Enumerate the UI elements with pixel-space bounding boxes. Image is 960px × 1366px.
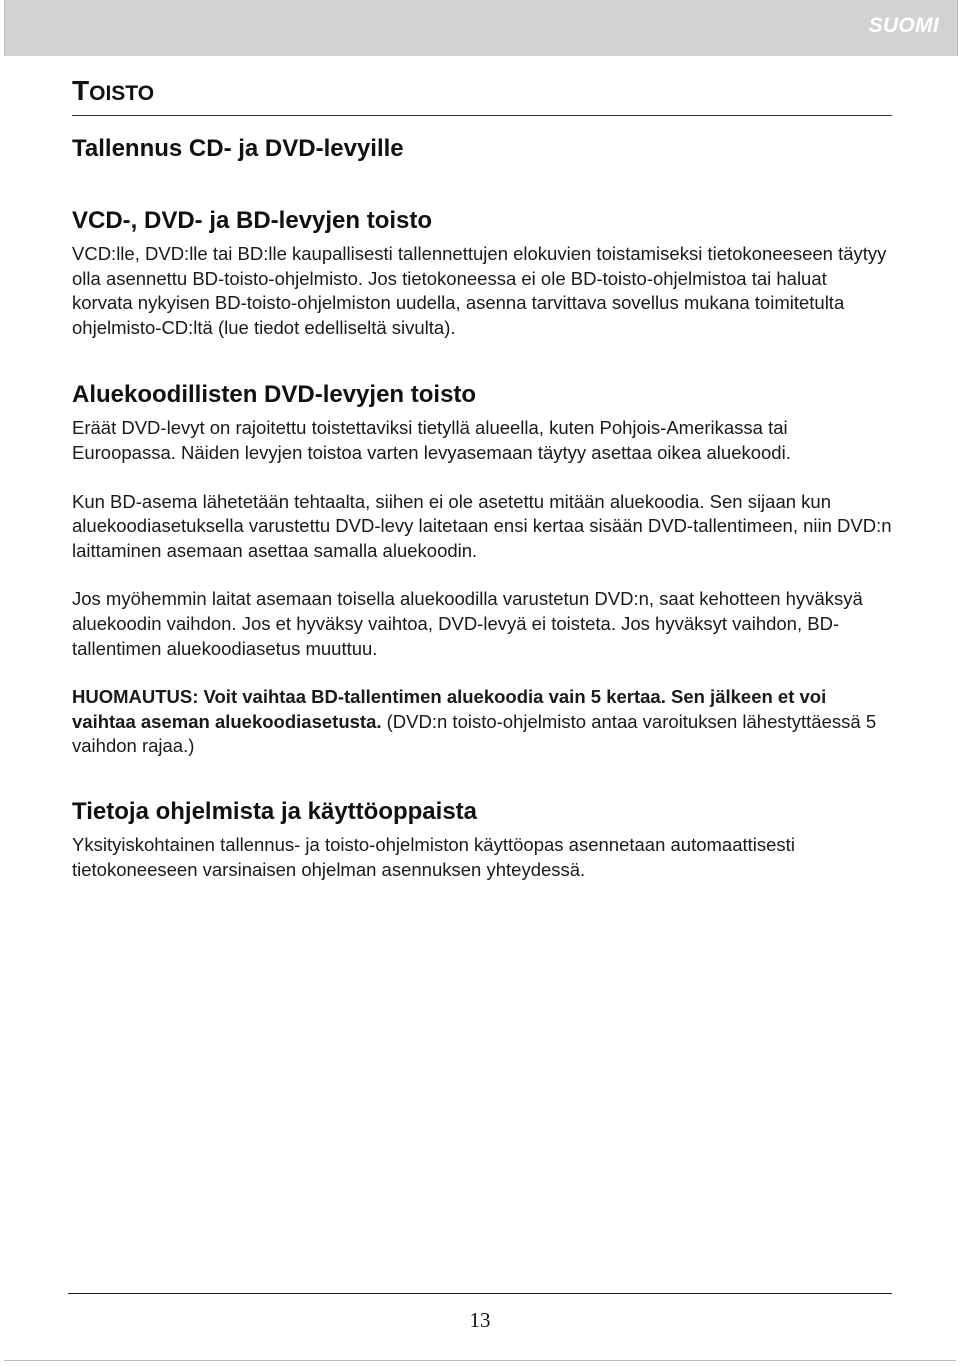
paragraph-user-guide: Yksityiskohtainen tallennus- ja toisto-ohjelmiston käyttöopas asennetaan automaattisesti tietokoneeseen varsinaisen ohjelman asennuksen yhteydessä.	[72, 833, 795, 880]
paragraph-region-change: Jos myöhemmin laitat asemaan toisella aluekoodilla varustetun DVD:n, saat kehotteen hyväksyä aluekoodin vaihdon. Jos et hyväksy vaihtoa, DVD-levyä ei toisteta. Jos hyväksyt vaihdon, BD-tallentimen aluekoodiasetus muuttuu.	[72, 588, 863, 659]
heading-software-manuals: Tietoja ohjelmista ja käyttöoppaista	[72, 797, 477, 825]
language-label: SUOMI	[868, 14, 939, 37]
section-title-initial: T	[72, 75, 90, 106]
note-paragraph	[72, 685, 892, 759]
note-normal-text: (DVD:n toisto-ohjelmisto antaa varoituksen lähestyttäessä 5 vaihdon rajaa.)	[72, 710, 877, 757]
paragraph-factory-region: Kun BD-asema lähetetään tehtaalta, siihen ei ole asetettu mitään aluekoodia. Sen sijaan kun aluekoodiasetuksella varustettu DVD-levy laitetaan ensi kertaa sisään DVD-tallentimeen, niin DVD:n laittaminen asemaan asettaa samalla aluekoodin.	[72, 490, 892, 561]
section-subtitle: Tallennus CD- ja DVD-levyille	[72, 135, 404, 162]
heading-region-code-playback: Aluekoodillisten DVD-levyjen toisto	[72, 381, 477, 409]
header-band	[4, 0, 958, 56]
note-bold-text: HUOMAUTUS: Voit vaihtaa BD-tallentimen aluekoodia vain 5 kertaa. Sen jälkeen et voi vaihtaa aseman aluekoodiasetusta.	[72, 686, 827, 732]
page-content	[72, 74, 892, 882]
page-bottom-edge	[4, 1360, 956, 1361]
section-title-rest: OISTO	[89, 82, 155, 105]
paragraph-playback-software: VCD:lle, DVD:lle tai BD:lle kaupallisesti tallennettujen elokuvien toistamiseksi tietokoneeseen täytyy olla asennettu BD-toisto-ohjelmisto. Jos tietokoneessa ei ole BD-toisto-ohjelmistoa tai haluat korvata nykyisen BD-toisto-ohjelmiston uudella, asenna tarvittava sovellus mukana toimitetulta ohjelmisto-CD:ltä (lue tiedot edelliseltä sivulta).	[72, 243, 887, 338]
paragraph-region-restriction: Eräät DVD-levyt on rajoitettu toistettaviksi tietyllä alueella, kuten Pohjois-Amerikassa tai Euroopassa. Näiden levyjen toistoa varten levyasemaan täytyy asettaa oikea aluekoodi.	[72, 417, 791, 463]
page-number: 13	[469, 1308, 491, 1332]
heading-vcd-dvd-bd-playback: VCD-, DVD- ja BD-levyjen toisto	[72, 207, 433, 234]
footer-divider	[68, 1293, 892, 1294]
section-title	[72, 74, 892, 111]
title-divider	[72, 115, 892, 116]
